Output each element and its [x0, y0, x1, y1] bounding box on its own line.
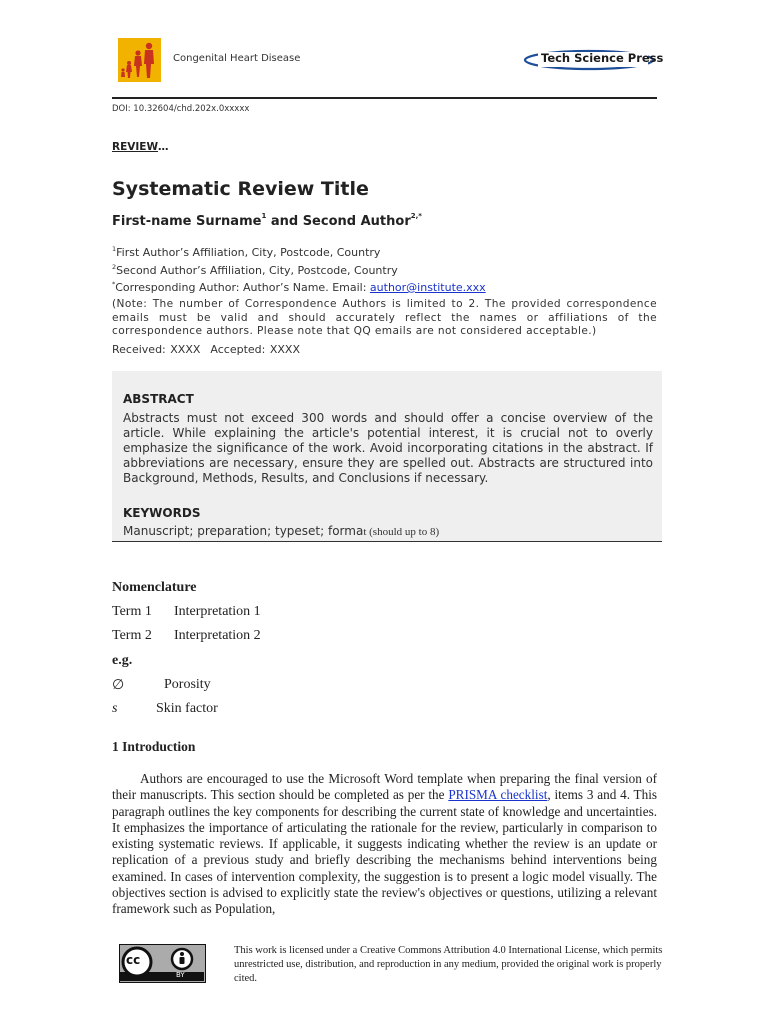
intro-text-part2: , items 3 and 4. This paragraph outlines the key components for describing the current state of knowledge and uncertainties. It emphasizes the importance of articulating the rationale for the review, particularly in comparison to existing systematic reviews. If applicable, it suggests indicating whether the review is an update or replication of a previous study and briefly describing the mechanisms behind interventions being examined. In cases of intervention complexity, the suggestion is to present a logic model visually. The objectives section is advised to explicitly state the review's objectives or questions, utilizing a relevant framework such as Population,	[112, 787, 658, 917]
nomenclature-definition: Porosity	[164, 677, 211, 692]
corresponding-sup: *	[112, 280, 116, 288]
header-divider	[112, 97, 657, 99]
received-date: Received: XXXX	[112, 343, 201, 356]
prisma-checklist-link[interactable]: PRISMA checklist	[448, 787, 548, 803]
nomenclature-symbol: ∅	[112, 678, 125, 693]
article-title: Systematic Review Title	[112, 178, 369, 200]
journal-name: Congenital Heart Disease	[173, 53, 301, 64]
cc-by-label: BY	[176, 971, 185, 979]
article-type-label: REVIEW	[112, 141, 159, 153]
introduction-paragraph	[112, 771, 657, 918]
nomenclature-definition: Skin factor	[156, 701, 218, 716]
nomenclature-definition: Interpretation 1	[174, 604, 261, 619]
affiliation-2	[112, 264, 398, 277]
nomenclature-definition: Interpretation 2	[174, 628, 261, 643]
article-type-suffix: …	[158, 141, 169, 153]
affiliation-text: First Author’s Affiliation, City, Postcode, Country	[116, 246, 381, 259]
doi: DOI: 10.32604/chd.202x.0xxxxx	[112, 104, 250, 114]
corresponding-text: Corresponding Author: Author’s Name. Email:	[115, 281, 370, 294]
first-author: First-name Surname	[112, 214, 262, 229]
license-text: This work is licensed under a Creative Commons Attribution 4.0 International License, which permits unrestricted use, distribution, and reproduction in any medium, provided the original work is properly cited.	[234, 945, 663, 985]
nomenclature-heading: Nomenclature	[112, 580, 197, 595]
abstract-box	[112, 371, 662, 542]
nomenclature-row	[112, 701, 218, 717]
cc-icon: cc	[126, 953, 141, 967]
nomenclature-symbol: s	[112, 701, 118, 716]
nomenclature-row	[112, 677, 211, 694]
publisher-name: Tech Science Press	[541, 51, 664, 65]
keywords-heading: KEYWORDS	[123, 506, 201, 520]
nomenclature-term: Term 1	[112, 604, 152, 619]
correspondence-note: (Note: The number of Correspondence Authors is limited to 2. The provided correspondence emails must be valid and should accurately reflect the names or affiliations of the correspondence authors. Please note that QQ emails are not considered acceptable.)	[112, 298, 657, 337]
abstract-heading: ABSTRACT	[123, 392, 194, 406]
second-author: and Second Author	[266, 214, 411, 229]
cc-by-license-badge[interactable]	[119, 944, 206, 983]
author-email-link[interactable]: author@institute.xxx	[369, 281, 486, 294]
first-author-sup: 1	[261, 212, 267, 220]
publisher-logo	[523, 48, 664, 72]
nomenclature-row	[112, 604, 261, 620]
affiliation-text: Second Author’s Affiliation, City, Postcode, Country	[116, 264, 398, 277]
accepted-date: Accepted: XXXX	[210, 343, 300, 356]
nomenclature-row	[112, 628, 261, 644]
abstract-text: Abstracts must not exceed 300 words and should offer a concise overview of the article. While explaining the article's potential interest, it is crucial not to overly emphasize the significance of the work. Avoid incorporating citations in the abstract. If abbreviations are necessary, ensure they are spelled out. Abstracts are structured into Background, Methods, Results, and Conclusions if necessary.	[123, 411, 653, 485]
keywords-note: t (should up to 8)	[363, 526, 440, 538]
page-header	[118, 38, 664, 84]
nomenclature-eg-label: e.g.	[112, 653, 133, 668]
author-list	[112, 214, 422, 229]
keywords-list: Manuscript; preparation; typeset; forma	[123, 524, 364, 538]
keywords-text	[123, 524, 439, 538]
affiliation-1	[112, 246, 380, 259]
affiliation-sup: 2	[112, 263, 117, 271]
nomenclature-term: Term 2	[112, 628, 152, 643]
corresponding-author	[112, 281, 486, 294]
dates-line	[112, 343, 300, 356]
second-author-sup: 2,*	[410, 212, 422, 220]
article-type	[112, 141, 169, 153]
section-heading: 1 Introduction	[112, 739, 196, 754]
intro-text-part1: Authors are encouraged to use the Microsoft Word template when preparing the final version of their manuscripts. This section should be completed as per the	[112, 771, 657, 803]
journal-logo	[118, 38, 161, 82]
affiliation-sup: 1	[112, 245, 117, 253]
